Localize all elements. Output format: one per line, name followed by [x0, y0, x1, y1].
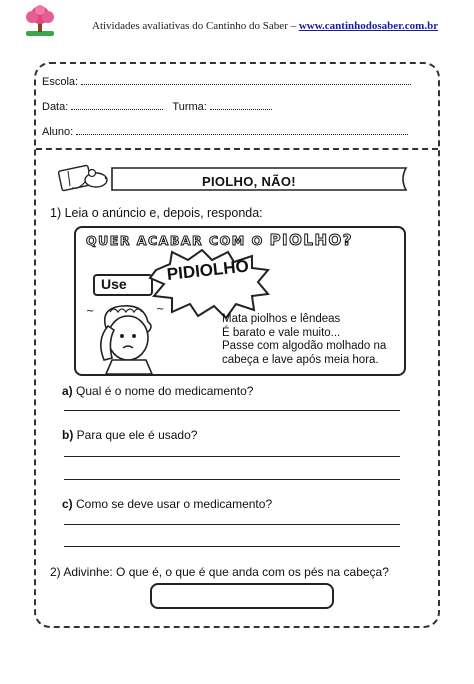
aluno-input-line[interactable]	[76, 126, 408, 135]
answer-line-1b[interactable]	[64, 456, 400, 457]
tree-logo-icon	[22, 3, 58, 39]
ad-copy-line: Mata piolhos e lêndeas	[222, 313, 341, 325]
riddle-answer-box[interactable]	[150, 583, 334, 609]
ad-copy-line: cabeça e lave após meia hora.	[222, 353, 379, 366]
field-escola	[42, 76, 411, 88]
svg-text:~: ~	[156, 304, 165, 315]
scratching-boy-illustration	[82, 300, 172, 374]
question-1b-letter: b)	[62, 428, 74, 442]
turma-input-line[interactable]	[210, 101, 272, 110]
question-1a-text: Qual é o nome do medicamento?	[76, 384, 254, 398]
data-input-line[interactable]	[71, 101, 163, 110]
question-1a-letter: a)	[62, 384, 73, 398]
header-divider	[36, 148, 438, 150]
answer-line-1b[interactable]	[64, 479, 400, 480]
turma-label: Turma:	[172, 101, 207, 113]
header-text: Atividades avaliativas do Cantinho do Saber –	[92, 20, 299, 32]
ad-headline-part-b: PIOLHO?	[269, 231, 353, 249]
answer-line-1a[interactable]	[64, 410, 400, 411]
use-label: Use	[101, 276, 127, 292]
brand-name: PIDIOLHO	[165, 256, 250, 284]
answer-line-1c[interactable]	[64, 524, 400, 525]
ad-copy-line: Passe com algodão molhado na	[222, 340, 387, 353]
question-2-prompt: 2) Adivinhe: O que é, o que é que anda com os pés na cabeça?	[50, 565, 389, 579]
page-header	[0, 0, 474, 50]
escola-label: Escola:	[42, 76, 79, 88]
question-1-prompt: 1) Leia o anúncio e, depois, responda:	[50, 206, 263, 220]
aluno-label: Aluno:	[42, 126, 74, 138]
svg-text:~: ~	[86, 306, 95, 317]
question-1c-text: Como se deve usar o medicamento?	[76, 497, 273, 511]
question-1b-text: Para que ele é usado?	[76, 428, 198, 442]
page-title: PIOLHO, NÃO!	[202, 174, 296, 189]
field-aluno	[42, 126, 408, 138]
question-1c	[62, 497, 272, 511]
escola-input-line[interactable]	[81, 76, 411, 85]
data-label: Data:	[42, 101, 69, 113]
ad-copy	[222, 313, 386, 367]
ad-headline-part-a: QUER ACABAR COM O	[86, 233, 270, 248]
ad-copy-line: É barato e vale muito...	[222, 326, 341, 339]
question-1b	[62, 428, 197, 442]
header-caption	[92, 20, 438, 32]
question-1c-letter: c)	[62, 497, 73, 511]
site-link[interactable]: www.cantinhodosaber.com.br	[298, 20, 439, 32]
mouse-book-icon	[58, 165, 107, 191]
ad-headline	[86, 231, 353, 249]
field-data-turma	[42, 101, 272, 113]
answer-line-1c[interactable]	[64, 546, 400, 547]
question-1a	[62, 384, 253, 398]
